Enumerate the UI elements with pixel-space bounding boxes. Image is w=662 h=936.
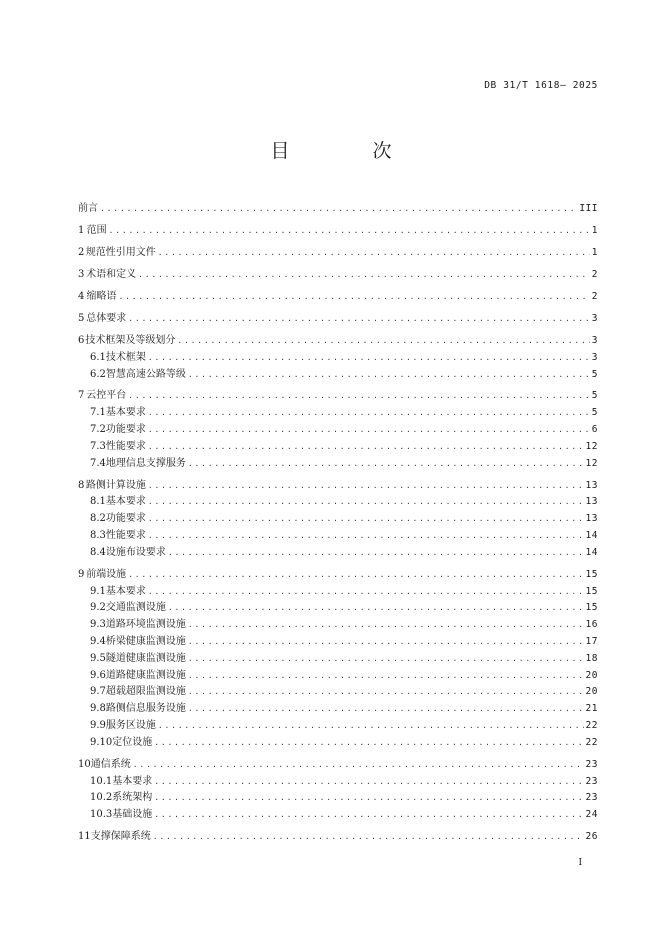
toc-dot-leader: [154, 735, 583, 752]
toc-entry[interactable]: [78, 528, 598, 545]
toc-entry-label: 定位设施: [112, 736, 153, 748]
toc-entry-label: 智慧高速公路等级: [105, 368, 186, 380]
toc-entry-label: 基本要求: [105, 585, 146, 597]
toc-entry[interactable]: [78, 456, 598, 473]
toc-entry-number: 8: [78, 479, 85, 491]
toc-entry-label: 功能要求: [105, 513, 146, 525]
toc-dot-leader: [100, 201, 577, 218]
document-code: DB 31/T 1618— 2025: [484, 80, 598, 91]
toc-entry-number: 9.5: [90, 652, 106, 664]
toc-entry-page: 14: [585, 530, 598, 542]
toc-dot-leader: [118, 289, 589, 306]
toc-entry-number: 8.2: [90, 513, 106, 525]
toc-entry-number: 9.4: [90, 636, 106, 648]
toc-entry-label: 技术框架: [105, 351, 146, 363]
toc-dot-leader: [154, 774, 583, 791]
toc-entry[interactable]: [78, 289, 598, 306]
toc-entry-label: 缩略语: [86, 290, 117, 302]
toc-entry-page: 12: [585, 457, 598, 469]
toc-entry[interactable]: [78, 668, 598, 685]
toc-entry[interactable]: [78, 545, 598, 562]
toc-entry-number: 7: [78, 390, 85, 402]
toc-entry[interactable]: [78, 350, 598, 367]
toc-entry-label: 性能要求: [105, 530, 146, 542]
toc-dot-leader: [148, 439, 584, 456]
toc-dot-leader: [133, 757, 584, 774]
toc-entry-number: 7.2: [90, 424, 106, 436]
toc-entry-number: 10: [78, 758, 91, 770]
toc-entry[interactable]: [78, 757, 598, 774]
toc-entry[interactable]: [78, 422, 598, 439]
toc-entry-label: 云控平台: [86, 390, 127, 402]
toc-dot-leader: [148, 478, 584, 495]
toc-entry[interactable]: [78, 245, 598, 262]
toc-entry-number: 10.1: [90, 775, 113, 787]
toc-entry-page: 13: [585, 513, 598, 525]
toc-entry-number: 10.3: [90, 809, 113, 821]
toc-entry-label: 桥梁健康监测设施: [105, 636, 186, 648]
table-of-contents: [78, 201, 598, 846]
toc-entry-number: 9.10: [90, 736, 113, 748]
toc-entry[interactable]: [78, 600, 598, 617]
page-title: 目 次: [270, 140, 424, 162]
toc-entry-label: 路侧信息服务设施: [105, 703, 186, 715]
toc-dot-leader: [188, 684, 584, 701]
toc-dot-leader: [148, 405, 590, 422]
toc-entry-number: 6: [78, 334, 85, 346]
toc-entry[interactable]: [78, 511, 598, 528]
toc-dot-leader: [188, 668, 584, 685]
toc-entry[interactable]: [78, 388, 598, 405]
toc-entry-number: 7.3: [90, 440, 106, 452]
toc-dot-leader: [148, 528, 584, 545]
toc-dot-leader: [128, 388, 589, 405]
toc-entry-page: 1: [591, 224, 598, 236]
toc-entry-number: 10.2: [90, 792, 113, 804]
toc-entry[interactable]: [78, 774, 598, 791]
toc-entry-number: 7.4: [90, 457, 106, 469]
toc-entry-page: 2: [591, 268, 598, 280]
toc-entry-page: 15: [585, 568, 598, 580]
toc-entry-page: 6: [591, 424, 598, 436]
toc-entry[interactable]: [78, 735, 598, 752]
toc-entry-page: III: [579, 203, 598, 214]
toc-entry-page: 16: [585, 619, 598, 631]
toc-entry-page: 3: [591, 351, 598, 363]
toc-entry-number: 6.1: [90, 351, 106, 363]
toc-entry-label: 基本要求: [105, 407, 146, 419]
toc-dot-leader: [188, 701, 584, 718]
toc-entry[interactable]: [78, 267, 598, 284]
toc-entry[interactable]: [78, 201, 598, 218]
toc-dot-leader: [148, 584, 584, 601]
toc-entry-page: 23: [585, 758, 598, 770]
toc-entry[interactable]: [78, 439, 598, 456]
toc-entry-page: 3: [591, 334, 598, 346]
toc-entry-number: 9.9: [90, 720, 106, 731]
toc-entry[interactable]: [78, 790, 598, 807]
toc-entry-label: 系统架构: [112, 792, 153, 804]
toc-entry-label: 地理信息支撑服务: [105, 457, 186, 469]
toc-entry-number: 7.1: [90, 407, 106, 419]
toc-entry-number: 6.2: [90, 368, 106, 380]
toc-entry-page: 22: [585, 736, 598, 748]
toc-entry-label: 性能要求: [105, 440, 146, 452]
toc-entry-label: 基本要求: [105, 496, 146, 508]
toc-entry-number: 9.7: [90, 686, 106, 698]
toc-dot-leader: [188, 634, 584, 651]
toc-entry[interactable]: [78, 367, 598, 384]
toc-entry[interactable]: [78, 617, 598, 634]
toc-entry-page: 18: [585, 652, 598, 664]
toc-entry-label: 支撑保障系统: [90, 831, 151, 843]
toc-entry[interactable]: [78, 684, 598, 701]
page-number: I: [578, 858, 582, 868]
toc-entry[interactable]: [78, 333, 598, 350]
toc-entry-page: 1: [591, 246, 598, 258]
toc-dot-leader: [188, 456, 584, 473]
toc-dot-leader: [109, 223, 590, 240]
toc-entry-number: 9.1: [90, 585, 106, 597]
toc-entry[interactable]: [78, 223, 598, 240]
toc-dot-leader: [158, 718, 584, 735]
toc-entry[interactable]: [78, 718, 598, 735]
toc-entry-number: 9: [78, 568, 85, 580]
toc-entry-label: 路侧计算设施: [85, 479, 146, 491]
toc-entry[interactable]: [78, 651, 598, 668]
toc-dot-leader: [177, 333, 589, 350]
toc-entry-page: 24: [585, 809, 598, 821]
toc-dot-leader: [188, 651, 584, 668]
toc-entry-number: 11: [78, 831, 91, 843]
toc-entry-label: 术语和定义: [86, 268, 137, 280]
toc-dot-leader: [148, 511, 584, 528]
toc-entry-number: 9.2: [90, 602, 106, 614]
toc-dot-leader: [148, 422, 590, 439]
toc-entry-page: 23: [585, 792, 598, 804]
toc-entry-label: 服务区设施: [105, 720, 156, 731]
toc-entry[interactable]: [78, 807, 598, 824]
toc-dot-leader: [138, 267, 590, 284]
toc-entry-label: 设施布设要求: [105, 546, 166, 558]
toc-entry-number: 8.1: [90, 496, 106, 508]
toc-dot-leader: [148, 350, 590, 367]
toc-dot-leader: [128, 311, 589, 328]
toc-entry-label: 道路环境监测设施: [105, 619, 186, 631]
toc-entry[interactable]: [78, 494, 598, 511]
toc-entry-page: 5: [591, 407, 598, 419]
toc-entry-number: 2: [78, 246, 85, 258]
toc-entry-number: 1: [78, 224, 85, 236]
toc-entry[interactable]: [78, 829, 598, 846]
toc-entry-page: 12: [585, 440, 598, 452]
toc-entry-label: 通信系统: [90, 758, 131, 770]
toc-entry[interactable]: [78, 701, 598, 718]
toc-entry[interactable]: [78, 311, 598, 328]
toc-entry-page: 22: [585, 720, 598, 731]
toc-entry-page: 13: [585, 479, 598, 491]
toc-entry-number: 3: [78, 268, 85, 280]
toc-entry-label: 道路健康监测设施: [105, 669, 186, 681]
toc-entry[interactable]: [78, 478, 598, 495]
toc-dot-leader: [168, 600, 584, 617]
toc-entry-page: 15: [585, 602, 598, 614]
toc-dot-leader: [154, 790, 583, 807]
toc-entry[interactable]: [78, 634, 598, 651]
toc-entry-number: 9.8: [90, 703, 106, 715]
toc-entry-label: 基本要求: [112, 775, 153, 787]
toc-entry-page: 20: [585, 686, 598, 698]
toc-entry-number: 9.3: [90, 619, 106, 631]
toc-entry-page: 23: [585, 775, 598, 787]
toc-entry-page: 5: [591, 368, 598, 380]
toc-entry-label: 功能要求: [105, 424, 146, 436]
toc-entry-label: 范围: [86, 224, 107, 236]
toc-entry-number: 8.3: [90, 530, 106, 542]
toc-entry-page: 2: [591, 290, 598, 302]
toc-entry-number: 9.6: [90, 669, 106, 681]
toc-entry-number: 4: [78, 290, 85, 302]
toc-entry-number: 8.4: [90, 546, 106, 558]
toc-dot-leader: [153, 829, 584, 846]
toc-entry-page: 20: [585, 669, 598, 681]
toc-dot-leader: [148, 494, 584, 511]
toc-entry-page: 14: [585, 546, 598, 558]
toc-entry-page: 13: [585, 496, 598, 508]
toc-dot-leader: [188, 367, 590, 384]
toc-dot-leader: [128, 567, 583, 584]
toc-entry-number: 5: [78, 312, 85, 324]
toc-entry-label: 隧道健康监测设施: [105, 652, 186, 664]
toc-entry-page: 15: [585, 585, 598, 597]
toc-entry-page: 3: [591, 312, 598, 324]
toc-entry-label: 基础设施: [112, 809, 153, 821]
toc-dot-leader: [158, 245, 590, 262]
toc-entry[interactable]: [78, 405, 598, 422]
toc-entry-label: 前言: [78, 203, 98, 214]
toc-entry-label: 交通监测设施: [105, 602, 166, 614]
toc-entry-label: 超载超限监测设施: [105, 686, 186, 698]
toc-entry[interactable]: [78, 584, 598, 601]
toc-dot-leader: [168, 545, 584, 562]
toc-entry-label: 前端设施: [86, 568, 127, 580]
toc-entry-page: 21: [585, 703, 598, 715]
toc-entry-label: 总体要求: [86, 312, 127, 324]
toc-entry[interactable]: [78, 567, 598, 584]
toc-entry-label: 规范性引用文件: [85, 246, 156, 258]
toc-entry-page: 5: [591, 390, 598, 402]
toc-entry-page: 26: [585, 831, 598, 843]
toc-entry-page: 17: [585, 636, 598, 648]
toc-dot-leader: [154, 807, 583, 824]
toc-entry-label: 技术框架及等级划分: [85, 334, 176, 346]
toc-dot-leader: [188, 617, 584, 634]
